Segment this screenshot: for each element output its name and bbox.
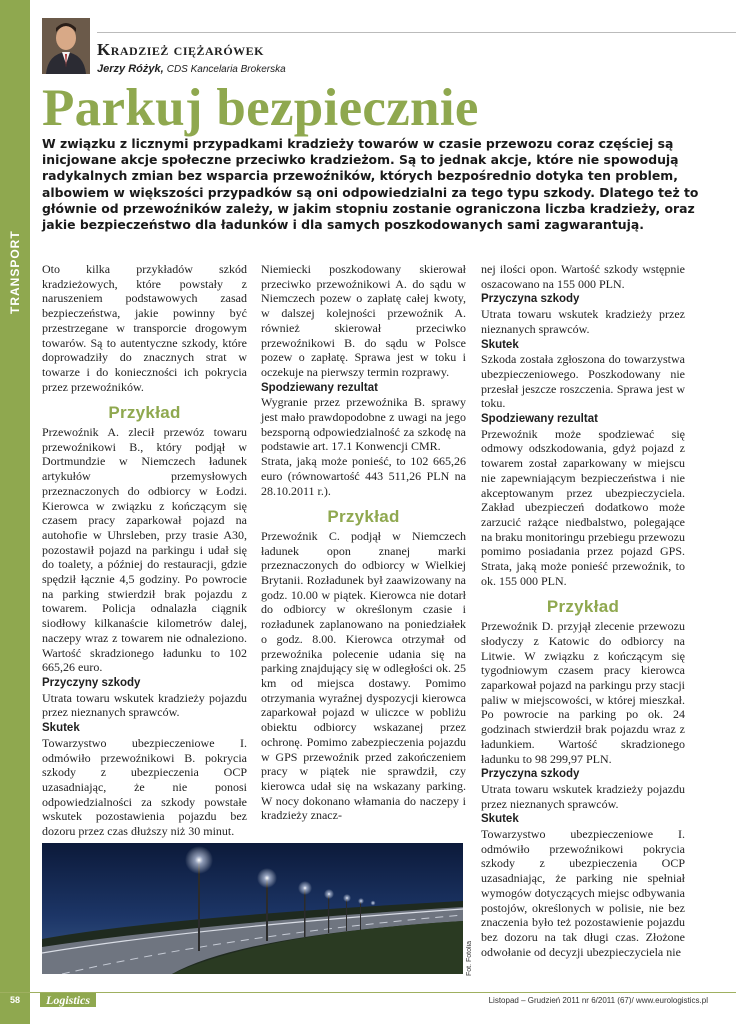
column-2 (261, 262, 466, 823)
effect-paragraph: Towarzystwo ubezpieczeniowe I. odmówiło przewoźnikowi pokrycia szkody z ubezpieczenia OCP uzasadniając, że parking nie spełniał wymogów dotyczących miejsc odbywania postojów, określonych w polisie, nie bez znaczenia było też pozostawienie pojazdu bez dozoru na tak długi czas. Złożone odwołanie od decyzji ubezpieczyciela nie (481, 827, 685, 959)
section-label: TRANSPORT (8, 230, 22, 314)
column-3 (481, 262, 685, 959)
example-heading: Przykład (546, 597, 620, 617)
continuation-paragraph: nej ilości opon. Wartość szkody wstępnie oszacowano na 155 000 PLN. (481, 262, 685, 291)
effect-heading: Skutek (481, 338, 519, 351)
highway-night-photo (42, 843, 463, 974)
author-organization: CDS Kancelaria Brokerska (166, 64, 286, 75)
example-paragraph: Przewoźnik C. podjął w Niemczech ładunek opon znanej marki przeznaczonych do odbiorcy w Wielkiej Brytanii. Rozładunek był zaawizowany na godz. 10.00 w piątek. Kierowca nie dotarł do odbiorcy w określonym czasie i rozładunek zaplanowano na poniedziałek o godz. 8.00. Kierowca otrzymał od przewoźnika polecenie udania się na parking znajdujący się w odległości ok. 25 km od miejsca dostawy. Pomimo otrzymania wyraźnej dyspozycji kierowca zaparkował pojazd w uliczce w pobliżu obiektu odbiorcy wskazanej przez ochronę. Pomimo zabezpieczenia pojazdu w GPS przewoźnik przed zakończeniem pracy w piątek nie sprawdził, czy kierowca udał się na wskazany parking. W nocy dokonano włamania do naczepy i kradzieży znacz- (261, 528, 466, 823)
issue-info: Listopad – Grudzień 2011 nr 6/2011 (67)/ www.eurologistics.pl (488, 996, 708, 1005)
lead-paragraph: W związku z licznymi przypadkami kradzieży towarów w czasie przewozu coraz częściej są inicjowane akcje społeczne przeciwko kradzieżom. Są to jednak akcje, które nie spowodują radykalnych zmian bez wsparcia przewoźników, których bezpośrednio dotyka ten problem, albowiem w większości przypadków są oni odpowiedzialni za tego typu szkody. Dlatego też to głównie od przewoźników zależy, w jakim stopniu zostanie ograniczona liczba kradzieży, oraz jakie bezpieczeństwo dla ładunków i dla samych poszkodowanych sami zagwarantują. (42, 136, 699, 233)
magazine-logo: Logistics (40, 993, 96, 1007)
expected-heading: Spodziewany rezultat (261, 381, 378, 394)
effect-heading: Skutek (481, 813, 519, 826)
cause-paragraph: Utrata towaru wskutek kradzieży przez nieznanych sprawców. (481, 307, 685, 336)
column-1 (42, 262, 247, 839)
example-heading: Przykład (327, 507, 400, 527)
continuation-paragraph: Niemiecki poszkodowany skierował przeciwko przewoźnikowi A. do sądu w Niemczech pozew o zapłatę całej kwoty, w dalszej kolejności przewoźnik A. również skierował przeciwko przewoźnikowi B. do sądu w Polsce pozew o zapłatę. Sprawa jest w toku i oczekuje na pierwszy termin rozprawy. (261, 262, 466, 379)
expected-paragraph: Przewoźnik może spodziewać się odmowy odszkodowania, gdyż pojazd z towarem został zaparkowany w miejscu nie zapewniającym bezpieczeństwa i nie akceptowanym przez ubezpieczyciela. Zakład ubezpieczeń dodatkowo może zarzucić rażące niedbalstwo, polegające na braku monitoringu przebiegu przewozu pomimo posiadania przez pojazd GPS. Strata, jaką może ponieść przewoźnik, to ok. 155 000 PLN. (481, 426, 685, 588)
cause-heading: Przyczyna szkody (481, 768, 580, 781)
example-heading: Przykład (108, 403, 181, 423)
cause-heading: Przyczyna szkody (481, 293, 580, 306)
cause-paragraph: Utrata towaru wskutek kradzieży pojazdu przez nieznanych sprawców. (481, 781, 685, 811)
expected-heading: Spodziewany rezultat (481, 413, 598, 426)
author-photo (42, 18, 90, 74)
cause-heading: Przyczyny szkody (42, 676, 141, 689)
effect-paragraph: Szkoda została zgłoszona do towarzystwa ubezpieczeniowego. Poszkodowany nie przesłał jeszcze roszczenia. Sprawa jest w toku. (481, 352, 685, 411)
header-rule (97, 32, 736, 33)
intro-paragraph: Oto kilka przykładów szkód kradzieżowych, które powstały z naruszeniem podstawowych zasad bezpieczeństwa, jakie powinny być przestrzegane w transporcie drogowym towarów. Są to autentyczne szkody, które doprowadziły do znacznych strat w towarze i do konieczności ich pokrycia przez przewoźników. (42, 262, 247, 394)
article-title: Parkuj bezpiecznie (42, 79, 479, 137)
cause-paragraph: Utrata towaru wskutek kradzieży pojazdu przez nieznanych sprawców. (42, 690, 247, 720)
loss-paragraph: Strata, jaką może ponieść, to 102 665,26 euro (równowartość 443 511,26 PLN na 28.10.2011 r.). (261, 454, 466, 498)
page-number: 58 (0, 993, 30, 1007)
side-bar (0, 0, 30, 1024)
footer-rule (0, 992, 736, 993)
expected-paragraph: Wygranie przez przewoźnika B. sprawy jest mało prawdopodobne z uwagi na jego bezsporną odpowiedzialność za szkodę na podstawie art. 17.1 Konwencji CMR. (261, 395, 466, 454)
photo-credit: Fot. Fotolia (466, 940, 473, 976)
section-kicker: Kradzież ciężarówek (97, 40, 265, 59)
effect-paragraph: Towarzystwo ubezpieczeniowe I. odmówiło przewoźnikowi B. pokrycia szkody z ubezpieczenia OCP uzasadniając, że nie ponosi odpowiedzialności za szkody powstałe wskutek pozostawienia pojazdu bez dozoru przez czas dłuższy niż 30 minut. (42, 735, 247, 839)
example-paragraph: Przewoźnik D. przyjął zlecenie przewozu słodyczy z Katowic do odbiorcy na Litwie. W związku z kończącym się tygodniowym czasem pracy kierowca zaparkował pojazd na parkingu przy stacji paliw w miejscowości, w której mieszkał. Po powrocie na parking po ok. 24 godzinach stwierdził brak pojazdu wraz z ładunkiem. Wartość skradzionego ładunku to 98 299,97 PLN. (481, 619, 685, 766)
example-paragraph: Przewoźnik A. zlecił przewóz towaru przewoźnikowi B., który podjął w Dortmundzie w Niemczech ładunek artykułów przemysłowych przeznaczonych do odbiorcy w Łodzi. Kierowca w związku z kończącym się czasem pracy zaparkował pojazd na autohofie w Uhrsleben, przy trasie A30, pozostawił pojazd na parkingu i udał się do toalety, a później do restauracji, gdzie spędził łącznie 4,5 godziny. Po powrocie na parking stwierdził brak pojazdu z towarem. Policja odnalazła ciągnik siodłowy kilkanaście kilometrów dalej, naczepy wraz z towarem nie odnaleziono. Wartość skradzionego ładunku to 102 665,26 euro. (42, 425, 247, 675)
author-line (97, 63, 286, 75)
author-name: Jerzy Różyk, (97, 63, 164, 75)
effect-heading: Skutek (42, 722, 80, 735)
